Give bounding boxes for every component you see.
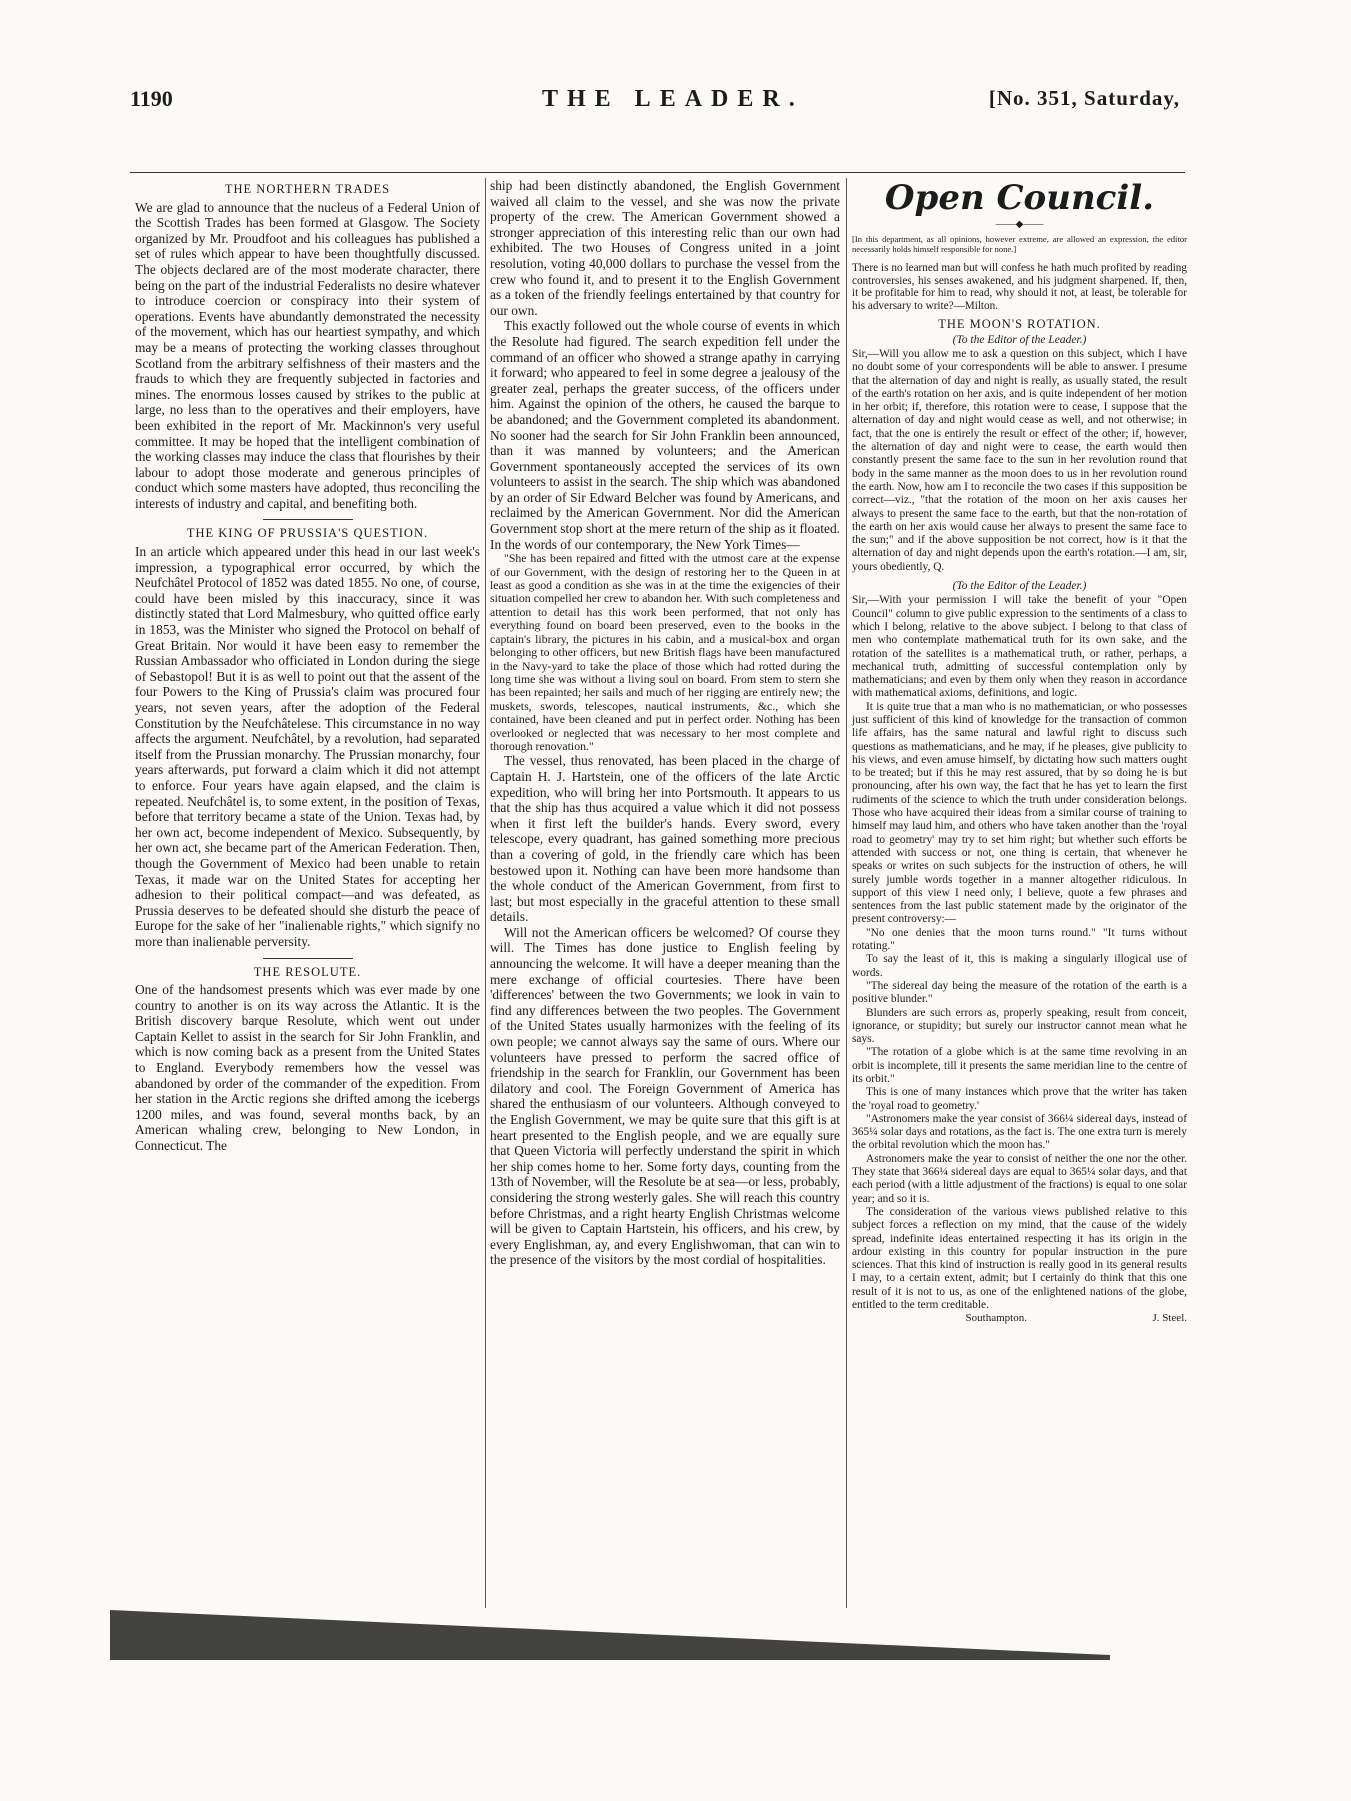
article-body: We are glad to announce that the nucleus of a Federal Union of the Scottish Trades has been formed at Glasgow. The Society organized by Mr. Proudfoot and his colleagues has published a set of rules which appear to have been thoughtfully discussed. The objects declared are of the most moderate character, there being on the part of the industrial Federalists no desire whatever to introduce coercion or conspiracy into their system of operations. Events have abundantly demonstrated the necessity of the movement, which has our heartiest sympathy, and which may be a means of protecting the working classes throughout Scotland from the arbitrary selfishness of their masters and the frauds to which they are frequently subjected in factories and mines. The enormous losses caused by strikes to the public at large, no less than to the operatives and their employers, have been exhibited in the report of Mr. Mackinnon's very useful committee. It may be hoped that the intelligent combination of the working classes may induce the class that flourishes by their labour to adopt those moderate and generous principles of conduct which some masters have adopted, thus reconciling the interests of industry and capital, and benefiting both. (135, 199, 480, 511)
to-editor-line: (To the Editor of the Leader.) (952, 580, 1087, 593)
to-editor-line: (To the Editor of the Leader.) (952, 333, 1087, 346)
article-body: One of the handsomest presents which was ever made by one country to another is on its way across the Atlantic. It is the British discovery barque Resolute, which went out under Captain Kellet to assist in the search for Sir John Franklin, and which is now coming back as a present from the United States to England. Everybody remembers how the vessel was abandoned by order of the commander of the expedition. From her station in the Arctic regions she drifted among the icebergs 1200 miles, and was found, several months back, by an American whaling crew, belonging to New London, in Connecticut. The (135, 982, 480, 1154)
letter-body: It is quite true that a man who is no mathematician, or who possesses just sufficient of this kind of knowledge for the transaction of common life affairs, has the same natural and lawful right to discuss such questions as mathematicians, and he may, if he pleases, give publicity to his views, and even amuse himself, by dictating how such matters ought to be treated; but if this he may rest assured, that by so doing he is but pronouncing, after his own way, the fact that he has yet to learn the first rudiments of the science to which the truth under consideration belongs. Those who have acquired their ideas from a similar course of training to himself may laud him, and others who have taken another than the 'royal road to geometry' may try to set him right; but whether such efforts be attended with success or not, one thing is certain, that whenever he speaks or writes on such subjects for the instruction of others, he will surely jumble words together in a manner altogether ridiculous. In support of this view I need only, I believe, quote a few phrases and sentences from the last public statement made by the originator of the present controversy:— (852, 700, 1187, 926)
letter-body: "The sidereal day being the measure of the rotation of the earth is a positive blunder." (852, 979, 1187, 1006)
article-body: The vessel, thus renovated, has been placed in the charge of Captain H. J. Hartstein, one of the officers of the late Arctic expedition, who will bring her into Portsmouth. It appears to us that the ship has thus acquired a value which it did not possess when it first left the builder's hands. Every sword, every telescope, every quadrant, has gained something more precious than a covering of gold, in the friendly care which has been bestowed upon it. Nothing can have been more handsome than the whole conduct of the American Government, from first to last; but most especially in the graceful attention to these small details. (490, 753, 840, 925)
article-body: ship had been distinctly abandoned, the English Government waived all claim to the vessel, and she was now the private property of the crew. The American Government showed a stronger appreciation of this interesting relic than our own had exhibited. The two Houses of Congress united in a joint resolution, voting 40,000 dollars to purchase the vessel from the crew who found it, and to present it to the English Government as a token of the friendly feelings entertained by that country for our own. (490, 178, 840, 318)
ornament-separator: ——◆—— (995, 219, 1044, 230)
letter-body: Sir,—With your permission I will take the benefit of your "Open Council" column to give public expression to the sentiments of a class to which I belong, relative to the above subject. I belong to that class of men who contemplate mathematical truth for its own sake, and the rotation of the satellites is a mathematical truth, or rather, perhaps, a mechanical truth, admitting of successful contemplation only by mathematicians; and even by them only when they reason in accordance with mathematical axioms, definitions, and logic. (852, 594, 1187, 700)
signature-name: J. Steel. (1152, 1312, 1187, 1325)
article-heading-resolute: THE RESOLUTE. (253, 964, 362, 979)
letter-body: "The rotation of a globe which is at the same time revolving in an orbit is incomplete, till it presents the same meridian line to the centre of its orbit." (852, 1046, 1187, 1085)
column-2 (490, 178, 840, 1268)
signature-line (852, 1312, 1187, 1325)
letter-body: "No one denies that the moon turns round." "It turns without rotating." (852, 926, 1187, 953)
article-heading-northern-trades: THE NORTHERN TRADES (224, 182, 391, 196)
letter-body: To say the least of it, this is making a singularly illogical use of words. (852, 953, 1187, 979)
milton-motto: There is no learned man but will confess he hath much profited by reading controversies, his senses awakened, and his judgment sharpened. If, then, it be profitable for him to read, why should it not, at least, be tolerable for his adversary to write?—Milton. (852, 262, 1187, 312)
letter-body: Sir,—Will you allow me to ask a question on this subject, which I have no doubt some of your correspondents will be able to answer. I presume that the alternation of day and night is really, as usually stated, the result of the earth's rotation on her axis, and is quite independent of her motion in her orbit; if, therefore, this rotation were to cease, I suppose that the alternation of day and night would cease as well, and not otherwise; in fact, that the one is entirely the result or effect of the other; if, however, the alternation of day and night were to cease, the earth would then constantly present the same face to the sun in her revolution round that body in the same manner as the moon does to us in her revolution round the earth. Now, how am I to reconcile the two cases if this supposition be correct—viz., "that the rotation of the moon on her axis causes her always to present the same face to the earth, but that the non-rotation of the earth on her axis would cause her always to present the same face to the sun;" and if the above supposition be not correct, how is it that the alternation of day and night depends upon the earth's rotation.—I am, sir, yours obediently, Q. (852, 347, 1187, 573)
page-number: 1190 (130, 86, 173, 111)
section-divider (263, 519, 353, 520)
column-divider (485, 178, 486, 1608)
article-heading-prussia: THE KING OF PRUSSIA'S QUESTION. (186, 526, 429, 541)
article-body: This exactly followed out the whole course of events in which the Resolute had figured. The search expedition fell under the command of an officer who showed a strange apathy in carrying it forward; who appeared to feel in some degree a jealousy of the greater zeal, perhaps the greater success, of the officers under him. Against the opinion of the others, he caused the barque to be abandoned; and the Government completed its abandonment. No sooner had the search for Sir John Franklin been announced, than it was manned by volunteers; and the American Government spontaneously accepted the services of its own volunteers to assist in the search. The ship which was abandoned by an order of Sir Edward Belcher was found by Americans, and reclaimed by the American Government. Nor did the American Government stop short at the mere return of the ship as it floated. In the words of our contemporary, the New York Times— (490, 318, 840, 552)
open-council-title: Open Council. (884, 178, 1155, 218)
letter-body: "Astronomers make the year consist of 366¼ sidereal days, instead of 365¼ solar days and rotations, as the fact is. The one extra turn is merely the orbital revolution which the moon has." (852, 1112, 1187, 1152)
article-heading-moon: THE MOON'S ROTATION. (938, 317, 1101, 332)
article-body: In an article which appeared under this head in our last week's impression, a typographical error occurred, by which the Neufchâtel Protocol of 1852 was dated 1855. No one, of course, could have been misled by this inaccuracy, since it was distinctly stated that Lord Malmesbury, who quitted office early in 1853, was the Minister who signed the Protocol on behalf of Great Britain. Nor would it have been easy to remember the Russian Ambassador who officiated in London during the siege of Sebastopol! But it is as well to point out that the assent of the four Powers to the King of Prussia's claim was procured four years, not seven years, after the adoption of the Federal Constitution by the Neufchâtelese. This circumstance in no way affects the argument. Neufchâtel, by a revolution, had separated itself from the Prussian monarchy. The Prussian monarchy, four years afterwards, put forward a claim which it did not attempt to enforce. Four years have again elapsed, and the claim is repeated. Neufchâtel is, to some extent, in the position of Texas, before that territory became a state of the Union. Texas had, by her own act, become independent of Mexico. Subsequently, by her own act, she became part of the American Federation. Then, though the Government of Mexico had been unable to retain Texas, it made war on the United States for accepting her adhesion to their political compact—and was defeated, as Prussia deserves to be defeated should she disturb the peace of Europe for the sake of her "inalienable rights," which signify no more than inalienable perversity. (135, 544, 480, 949)
letter-body: This is one of many instances which prove that the writer has taken the 'royal road to geometry.' (852, 1086, 1187, 1112)
letter-body: Astronomers make the year to consist of neither the one nor the other. They state that 366¼ sidereal days are equal to 365¼ solar days, and that each period (with a little adjustment of the fractions) is equal to one solar year; and so it is. (852, 1152, 1187, 1205)
masthead (130, 86, 1180, 112)
newspaper-title: THE LEADER. (542, 86, 804, 112)
article-body: Will not the American officers be welcomed? Of course they will. The Times has done justice to English feeling by announcing the welcome. It will have a deeper meaning than the mere exchange of official courtesies. There have been 'differences' between the two Governments; we look in vain to find any differences between the two peoples. The Government of the United States usually harmonizes with the feeling of its own people; we cannot always say the same of ours. Where our volunteers have pressed to perform the sacred office of friendship in the search for Franklin, our Government has been dilatory and cool. The Foreign Government of America has shared the enthusiasm of our volunteers. Although conveyed to the English Government, we may be quite sure that this gift is at heart presented to the English people, and we are equally sure that Queen Victoria will perfectly understand the spirit in which her ship comes home to her. Some forty days, counting from the 13th of November, will the Resolute be at sea—or less, probably, considering the strong westerly gales. She will reach this country before Christmas, and a right hearty English Christmas welcome will be given to Captain Hartstein, his officers, and his crew, by every Englishman, ay, and every Englishwoman, that can win to the presence of the visitors by the most cordial of hospitalities. (490, 924, 840, 1268)
column-3 (852, 178, 1187, 1326)
column-divider (846, 178, 847, 1608)
editorial-disclaimer: [In this department, as all opinions, however extreme, are allowed an expression, the editor necessarily holds himself responsible for none.] (852, 234, 1187, 254)
section-divider (263, 958, 353, 959)
signature-place: Southampton. (965, 1312, 1027, 1325)
issue-line: [No. 351, Saturday, (988, 86, 1180, 110)
letter-body: The consideration of the various views published relative to this subject forces a reflection on my mind, that the cause of the widely spread, indefinite ideas entertained respecting it has its origin in the ardour existing in this country for popular instruction in the pure sciences. That this kind of instruction is really good in its general results I may, to a certain extent, admit; but I certainly do think that this one result of it is not to us, as one of the enlightened nations of the globe, entitled to the term creditable. (852, 1205, 1187, 1312)
letter-body: Blunders are such errors as, properly speaking, result from conceit, ignorance, or stupidity; but surely our instructor cannot mean what he says. (852, 1006, 1187, 1046)
quoted-passage: "She has been repaired and fitted with the utmost care at the expense of our Government, with the design of restoring her to the Queen in at least as good a condition as she was in at the time the exigencies of their situation compelled her crew to abandon her. With such completeness and attention to detail has this work been performed, that not only has everything found on board been preserved, even to the books in the captain's library, the pictures in his cabin, and a musical-box and organ belonging to other officers, but new British flags have been manufactured in the Navy-yard to take the place of those which had rotted during the long time she was without a living soul on board. From stem to stern she has been repainted; her sails and much of her rigging are entirely new; the muskets, swords, telescopes, nautical instruments, &c., which she contained, have been cleaned and put in perfect order. Nothing has been overlooked or neglected that was necessary to her most complete and thorough renovation." (490, 551, 840, 753)
header-rule (130, 172, 1185, 173)
scan-ink-smear (110, 1600, 1110, 1660)
column-1 (135, 178, 480, 1154)
